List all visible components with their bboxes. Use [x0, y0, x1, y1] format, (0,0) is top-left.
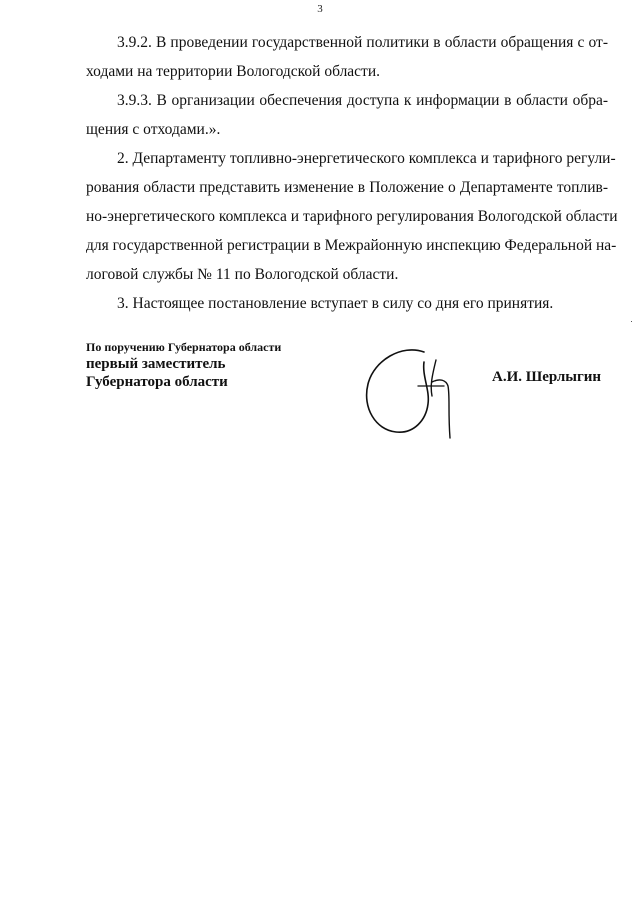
- signatory-position-line-1: первый заместитель: [86, 356, 226, 372]
- paragraph-3-9-3-line-2: щения с отходами.».: [86, 121, 221, 138]
- signatory-position-line-2: Губернатора области: [86, 374, 228, 390]
- signer-name: А.И. Шерлыгин: [492, 369, 602, 385]
- handwritten-signature: [362, 346, 472, 442]
- signatory-instruction: По поручению Губернатора области: [86, 340, 282, 354]
- paragraph-2-line-2: рования области представить изменение в Положение о Департаменте топлив-: [86, 179, 608, 196]
- signature-block: [86, 339, 281, 391]
- paragraph-3-9-3-line-1: 3.9.3. В организации обеспечения доступа к информации в области обра-: [117, 92, 608, 109]
- paragraph-2-line-3: но-энергетического комплекса и тарифного регулирования Вологодской области: [86, 208, 618, 225]
- scan-speck: [631, 321, 632, 322]
- paragraph-2-line-1: 2. Департаменту топливно-энергетического комплекса и тарифного регули-: [117, 150, 616, 167]
- paragraph-2-line-4: для государственной регистрации в Межрайонную инспекцию Федеральной на-: [86, 237, 617, 254]
- paragraph-3-line-1: 3. Настоящее постановление вступает в силу со дня его принятия.: [117, 295, 554, 312]
- paragraph-3-9-2-line-1: 3.9.2. В проведении государственной политики в области обращения с от-: [117, 34, 608, 51]
- page-number: 3: [317, 3, 323, 15]
- paragraph-2-line-5: логовой службы № 11 по Вологодской области.: [86, 266, 399, 283]
- paragraph-3-9-2-line-2: ходами на территории Вологодской области.: [86, 63, 381, 80]
